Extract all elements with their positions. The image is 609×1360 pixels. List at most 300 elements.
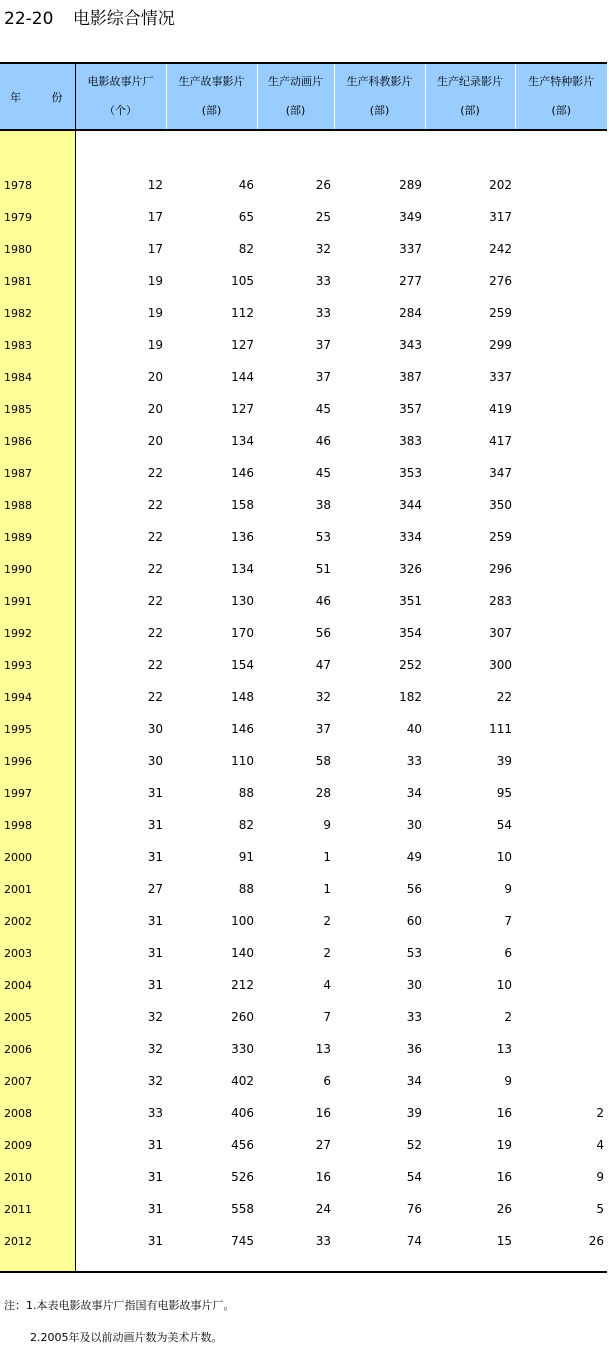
value-cell: 242 — [489, 242, 512, 256]
value-cell: 317 — [489, 210, 512, 224]
year-cell: 1993 — [0, 644, 75, 676]
value-cell: 5 — [596, 1202, 604, 1216]
year-cell: 2002 — [0, 900, 75, 932]
value-cell: 22 — [147, 690, 163, 704]
value-cell: 353 — [399, 466, 422, 480]
value-cell: 24 — [315, 1202, 331, 1216]
value-cell: 51 — [315, 562, 331, 576]
column-header-name: 生产动画片 — [268, 75, 323, 88]
value-cell: 7 — [504, 914, 512, 928]
table-row — [0, 452, 607, 484]
value-cell: 31 — [147, 1234, 163, 1248]
value-cell: 284 — [399, 306, 422, 320]
value-cell: 34 — [406, 1074, 422, 1088]
value-cell: 351 — [399, 594, 422, 608]
value-cell: 1 — [323, 850, 331, 864]
value-cell: 419 — [489, 402, 512, 416]
value-cell: 17 — [147, 242, 163, 256]
value-cell: 334 — [399, 530, 422, 544]
table-row — [0, 260, 607, 292]
value-cell: 4 — [596, 1138, 604, 1152]
value-cell: 100 — [231, 914, 254, 928]
value-cell: 52 — [406, 1138, 422, 1152]
value-cell: 20 — [147, 370, 163, 384]
value-cell: 299 — [489, 338, 512, 352]
note-1: 注：1.本表电影故事片厂指国有电影故事片厂。 — [4, 1299, 235, 1312]
value-cell: 31 — [147, 1170, 163, 1184]
table-row — [0, 964, 607, 996]
year-cell: 1989 — [0, 516, 75, 548]
value-cell: 357 — [399, 402, 422, 416]
value-cell: 17 — [147, 210, 163, 224]
value-cell — [515, 900, 607, 932]
year-cell: 2007 — [0, 1060, 75, 1092]
value-cell: 347 — [489, 466, 512, 480]
value-cell: 1 — [323, 882, 331, 896]
value-cell: 31 — [147, 850, 163, 864]
value-cell: 146 — [231, 722, 254, 736]
value-cell: 32 — [147, 1074, 163, 1088]
table-notes — [4, 1296, 235, 1360]
table-row — [0, 1124, 607, 1156]
column-header — [166, 63, 257, 130]
table-body — [0, 130, 607, 1272]
value-cell: 27 — [147, 882, 163, 896]
table-row — [0, 708, 607, 740]
value-cell: 4 — [323, 978, 331, 992]
column-header — [75, 63, 166, 130]
value-cell — [515, 1028, 607, 1060]
value-cell: 337 — [399, 242, 422, 256]
value-cell: 526 — [231, 1170, 254, 1184]
value-cell: 276 — [489, 274, 512, 288]
year-cell: 1994 — [0, 676, 75, 708]
value-cell: 45 — [315, 466, 331, 480]
value-cell: 46 — [315, 434, 331, 448]
value-cell: 387 — [399, 370, 422, 384]
value-cell: 16 — [315, 1106, 331, 1120]
value-cell: 54 — [406, 1170, 422, 1184]
column-header — [425, 63, 515, 130]
year-cell: 1997 — [0, 772, 75, 804]
value-cell: 30 — [147, 722, 163, 736]
value-cell: 9 — [323, 818, 331, 832]
column-header-name: 生产纪录影片 — [437, 75, 503, 88]
value-cell: 16 — [496, 1170, 512, 1184]
value-cell: 343 — [399, 338, 422, 352]
year-cell: 2003 — [0, 932, 75, 964]
value-cell: 9 — [504, 1074, 512, 1088]
value-cell: 212 — [231, 978, 254, 992]
value-cell — [515, 196, 607, 228]
value-cell: 37 — [315, 722, 331, 736]
value-cell — [515, 388, 607, 420]
year-cell: 2000 — [0, 836, 75, 868]
value-cell: 88 — [238, 882, 254, 896]
value-cell: 202 — [489, 178, 512, 192]
value-cell: 406 — [231, 1106, 254, 1120]
table-row — [0, 580, 607, 612]
value-cell: 326 — [399, 562, 422, 576]
value-cell: 32 — [147, 1010, 163, 1024]
year-cell: 1983 — [0, 324, 75, 356]
table-row — [0, 228, 607, 260]
table-row — [0, 484, 607, 516]
year-cell: 1985 — [0, 388, 75, 420]
table-row — [0, 868, 607, 900]
table-row — [0, 356, 607, 388]
value-cell — [515, 580, 607, 612]
column-header-unit: (部) — [369, 104, 390, 117]
year-cell: 2012 — [0, 1220, 75, 1252]
table-row — [0, 1156, 607, 1188]
table-number: 22-20 — [4, 9, 54, 29]
table-row — [0, 676, 607, 708]
value-cell: 53 — [406, 946, 422, 960]
value-cell: 10 — [496, 978, 512, 992]
value-cell: 22 — [147, 594, 163, 608]
table-row — [0, 1028, 607, 1060]
value-cell: 22 — [147, 530, 163, 544]
value-cell: 19 — [147, 306, 163, 320]
value-cell: 26 — [496, 1202, 512, 1216]
value-cell: 56 — [315, 626, 331, 640]
year-header-part-2: 份 — [51, 90, 63, 104]
value-cell: 31 — [147, 1138, 163, 1152]
year-cell: 1998 — [0, 804, 75, 836]
value-cell: 45 — [315, 402, 331, 416]
value-cell: 19 — [496, 1138, 512, 1152]
year-cell: 2011 — [0, 1188, 75, 1220]
value-cell: 40 — [406, 722, 422, 736]
value-cell: 46 — [315, 594, 331, 608]
value-cell: 154 — [231, 658, 254, 672]
value-cell: 26 — [315, 178, 331, 192]
value-cell — [515, 228, 607, 260]
value-cell: 30 — [147, 754, 163, 768]
value-cell: 31 — [147, 946, 163, 960]
value-cell — [515, 964, 607, 996]
value-cell: 158 — [231, 498, 254, 512]
value-cell: 88 — [238, 786, 254, 800]
value-cell: 33 — [315, 306, 331, 320]
value-cell: 46 — [238, 178, 254, 192]
value-cell — [515, 1060, 607, 1092]
spacer-row — [0, 130, 607, 164]
value-cell: 33 — [406, 1010, 422, 1024]
value-cell: 15 — [496, 1234, 512, 1248]
value-cell: 22 — [496, 690, 512, 704]
year-cell: 1980 — [0, 228, 75, 260]
year-cell: 1988 — [0, 484, 75, 516]
value-cell: 745 — [231, 1234, 254, 1248]
value-cell — [515, 516, 607, 548]
year-cell: 1986 — [0, 420, 75, 452]
value-cell: 47 — [315, 658, 331, 672]
value-cell: 20 — [147, 434, 163, 448]
value-cell: 558 — [231, 1202, 254, 1216]
value-cell: 2 — [323, 946, 331, 960]
value-cell: 2 — [596, 1106, 604, 1120]
value-cell: 307 — [489, 626, 512, 640]
value-cell: 144 — [231, 370, 254, 384]
value-cell: 2 — [323, 914, 331, 928]
value-cell — [515, 996, 607, 1028]
value-cell: 31 — [147, 1202, 163, 1216]
value-cell: 76 — [406, 1202, 422, 1216]
value-cell: 31 — [147, 914, 163, 928]
value-cell: 354 — [399, 626, 422, 640]
value-cell: 337 — [489, 370, 512, 384]
value-cell: 330 — [231, 1042, 254, 1056]
value-cell: 127 — [231, 402, 254, 416]
table-row — [0, 1092, 607, 1124]
value-cell: 56 — [406, 882, 422, 896]
value-cell — [515, 420, 607, 452]
value-cell: 146 — [231, 466, 254, 480]
year-cell: 1984 — [0, 356, 75, 388]
value-cell — [515, 740, 607, 772]
value-cell: 38 — [315, 498, 331, 512]
value-cell: 140 — [231, 946, 254, 960]
value-cell: 34 — [406, 786, 422, 800]
value-cell: 417 — [489, 434, 512, 448]
value-cell: 383 — [399, 434, 422, 448]
year-cell: 2010 — [0, 1156, 75, 1188]
value-cell: 30 — [406, 978, 422, 992]
value-cell: 6 — [504, 946, 512, 960]
year-header-part-1: 年 — [10, 90, 21, 104]
year-cell: 1987 — [0, 452, 75, 484]
year-cell: 2006 — [0, 1028, 75, 1060]
value-cell: 456 — [231, 1138, 254, 1152]
value-cell: 74 — [406, 1234, 422, 1248]
value-cell: 277 — [399, 274, 422, 288]
year-cell: 1990 — [0, 548, 75, 580]
value-cell: 91 — [238, 850, 254, 864]
table-row — [0, 740, 607, 772]
table-row — [0, 1220, 607, 1252]
value-cell: 16 — [496, 1106, 512, 1120]
year-cell: 1996 — [0, 740, 75, 772]
year-cell: 1992 — [0, 612, 75, 644]
value-cell: 37 — [315, 370, 331, 384]
column-header-name: 生产故事影片 — [178, 75, 245, 88]
film-statistics-table — [0, 62, 607, 1273]
value-cell: 82 — [238, 242, 254, 256]
header-row — [0, 63, 607, 130]
value-cell — [515, 484, 607, 516]
value-cell: 82 — [238, 818, 254, 832]
value-cell: 32 — [315, 690, 331, 704]
value-cell: 10 — [496, 850, 512, 864]
value-cell — [515, 836, 607, 868]
column-header — [334, 63, 425, 130]
value-cell: 32 — [147, 1042, 163, 1056]
value-cell — [515, 708, 607, 740]
value-cell: 28 — [315, 786, 331, 800]
value-cell — [515, 260, 607, 292]
value-cell: 54 — [496, 818, 512, 832]
value-cell: 65 — [238, 210, 254, 224]
year-cell: 1981 — [0, 260, 75, 292]
year-cell: 1978 — [0, 164, 75, 196]
table-row — [0, 644, 607, 676]
value-cell: 30 — [406, 818, 422, 832]
value-cell: 296 — [489, 562, 512, 576]
value-cell: 13 — [315, 1042, 331, 1056]
value-cell: 22 — [147, 626, 163, 640]
value-cell: 6 — [323, 1074, 331, 1088]
note-2: 2.2005年及以前动画片数为美术片数。 — [30, 1331, 223, 1344]
value-cell: 111 — [489, 722, 512, 736]
value-cell — [515, 356, 607, 388]
table-row — [0, 804, 607, 836]
value-cell: 37 — [315, 338, 331, 352]
year-cell: 2009 — [0, 1124, 75, 1156]
table-row — [0, 548, 607, 580]
value-cell: 2 — [504, 1010, 512, 1024]
value-cell: 58 — [315, 754, 331, 768]
table-row — [0, 196, 607, 228]
value-cell: 300 — [489, 658, 512, 672]
table-row — [0, 836, 607, 868]
column-header-unit: (部) — [460, 104, 480, 117]
table-row — [0, 292, 607, 324]
value-cell — [515, 868, 607, 900]
value-cell: 39 — [496, 754, 512, 768]
value-cell: 32 — [315, 242, 331, 256]
value-cell: 60 — [406, 914, 422, 928]
value-cell: 136 — [231, 530, 254, 544]
value-cell: 19 — [147, 274, 163, 288]
table-row — [0, 612, 607, 644]
table-row — [0, 1188, 607, 1220]
column-header — [257, 63, 334, 130]
table-title — [4, 6, 175, 32]
value-cell: 27 — [315, 1138, 331, 1152]
value-cell: 9 — [504, 882, 512, 896]
value-cell: 344 — [399, 498, 422, 512]
value-cell: 289 — [399, 178, 422, 192]
value-cell: 170 — [231, 626, 254, 640]
table-row — [0, 516, 607, 548]
value-cell: 19 — [147, 338, 163, 352]
value-cell: 350 — [489, 498, 512, 512]
table-row — [0, 1060, 607, 1092]
value-cell: 259 — [489, 306, 512, 320]
year-cell: 2001 — [0, 868, 75, 900]
value-cell: 31 — [147, 978, 163, 992]
value-cell: 260 — [231, 1010, 254, 1024]
year-cell: 1982 — [0, 292, 75, 324]
table-row — [0, 164, 607, 196]
value-cell: 349 — [399, 210, 422, 224]
value-cell: 95 — [496, 786, 512, 800]
year-cell: 1991 — [0, 580, 75, 612]
value-cell — [515, 548, 607, 580]
column-header-name: 电影故事片厂 — [87, 75, 154, 88]
value-cell: 31 — [147, 818, 163, 832]
value-cell — [515, 772, 607, 804]
value-cell — [515, 644, 607, 676]
value-cell: 259 — [489, 530, 512, 544]
value-cell: 26 — [588, 1234, 604, 1248]
year-cell: 2005 — [0, 996, 75, 1028]
column-header-unit: (部) — [551, 104, 572, 117]
value-cell: 22 — [147, 498, 163, 512]
value-cell: 105 — [231, 274, 254, 288]
value-cell — [515, 612, 607, 644]
value-cell: 110 — [231, 754, 254, 768]
table-row — [0, 388, 607, 420]
value-cell: 33 — [315, 274, 331, 288]
year-cell: 2008 — [0, 1092, 75, 1124]
value-cell: 49 — [406, 850, 422, 864]
column-header-unit: (部) — [201, 104, 222, 117]
value-cell — [515, 804, 607, 836]
value-cell — [515, 292, 607, 324]
value-cell: 22 — [147, 658, 163, 672]
value-cell: 53 — [315, 530, 331, 544]
value-cell: 134 — [231, 562, 254, 576]
year-cell: 1979 — [0, 196, 75, 228]
table-title-text: 电影综合情况 — [72, 9, 175, 29]
value-cell: 283 — [489, 594, 512, 608]
value-cell: 39 — [406, 1106, 422, 1120]
year-cell: 2004 — [0, 964, 75, 996]
value-cell: 148 — [231, 690, 254, 704]
end-padding-row — [0, 1252, 607, 1272]
year-cell: 1995 — [0, 708, 75, 740]
table-row — [0, 900, 607, 932]
value-cell: 112 — [231, 306, 254, 320]
value-cell — [515, 676, 607, 708]
value-cell: 36 — [406, 1042, 422, 1056]
value-cell — [515, 164, 607, 196]
value-cell: 252 — [399, 658, 422, 672]
table-row — [0, 772, 607, 804]
value-cell: 33 — [406, 754, 422, 768]
value-cell: 12 — [147, 178, 163, 192]
table-row — [0, 420, 607, 452]
value-cell: 134 — [231, 434, 254, 448]
value-cell: 9 — [596, 1170, 604, 1184]
column-header-name: 生产科教影片 — [346, 75, 413, 88]
value-cell: 20 — [147, 402, 163, 416]
column-header-unit: (部) — [285, 104, 306, 117]
column-header-name: 生产特种影片 — [528, 75, 595, 88]
value-cell: 402 — [231, 1074, 254, 1088]
column-header-unit: （个） — [104, 104, 137, 117]
value-cell: 31 — [147, 786, 163, 800]
value-cell: 33 — [315, 1234, 331, 1248]
value-cell — [515, 324, 607, 356]
value-cell: 25 — [315, 210, 331, 224]
value-cell: 182 — [399, 690, 422, 704]
value-cell: 33 — [147, 1106, 163, 1120]
value-cell — [515, 452, 607, 484]
table-row — [0, 932, 607, 964]
value-cell — [515, 932, 607, 964]
value-cell: 127 — [231, 338, 254, 352]
value-cell: 16 — [315, 1170, 331, 1184]
column-header — [515, 63, 607, 130]
value-cell: 7 — [323, 1010, 331, 1024]
value-cell: 13 — [496, 1042, 512, 1056]
value-cell: 130 — [231, 594, 254, 608]
value-cell: 22 — [147, 466, 163, 480]
